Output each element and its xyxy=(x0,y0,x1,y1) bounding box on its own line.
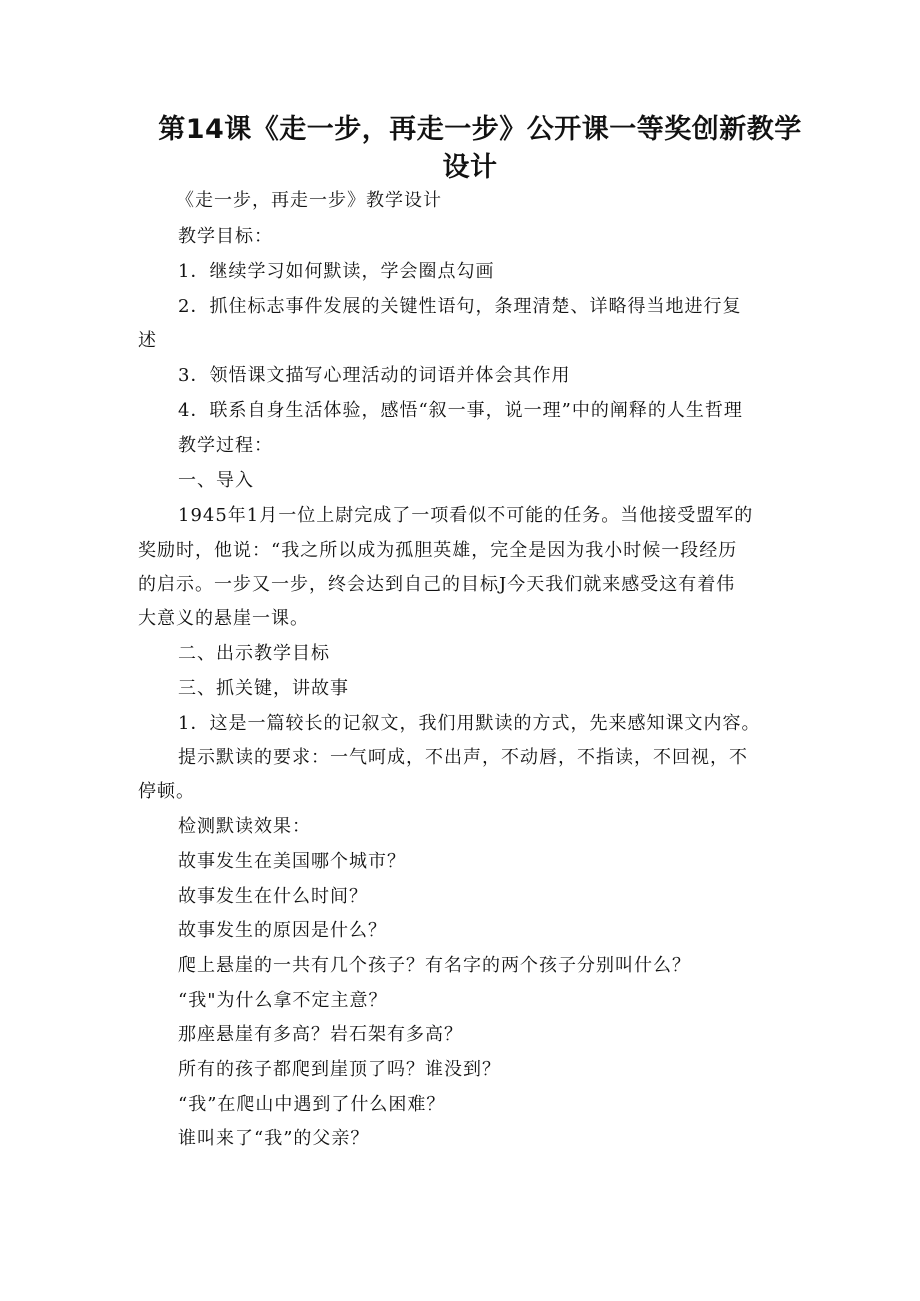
step-heading-story: 三、抓关键，讲故事 xyxy=(178,678,349,699)
document-title-line-2: 设计 xyxy=(442,152,498,183)
check-heading: 检测默读效果： xyxy=(178,816,311,837)
question-father: 谁叫来了“我”的父亲？ xyxy=(178,1128,370,1149)
section-heading-process: 教学过程： xyxy=(178,435,273,456)
question-time: 故事发生在什么时间？ xyxy=(178,886,368,907)
goal-item-2: 2．抓住标志事件发展的关键性语句，条理清楚、详略得当地进行复 xyxy=(178,296,742,317)
step-heading-intro: 一、导入 xyxy=(178,470,254,491)
reading-requirements-line-1: 提示默读的要求：一气呵成，不出声，不动唇，不指读，不回视，不 xyxy=(178,747,748,768)
section-heading-goals: 教学目标： xyxy=(178,226,273,247)
goal-item-4: 4．联系自身生活体验，感悟“叙一事，说一理”中的阐释的人生哲理 xyxy=(178,400,743,421)
intro-paragraph-line-2: 奖励时，他说：“我之所以成为孤胆英雄，完全是因为我小时候一段经历 xyxy=(138,540,738,561)
story-item-1: 1．这是一篇较长的记叙文，我们用默读的方式，先来感知课文内容。 xyxy=(178,713,761,734)
reading-requirements-line-2: 停顿。 xyxy=(138,781,195,802)
goal-item-2-continued: 述 xyxy=(138,330,157,351)
intro-paragraph-line-3: 的启示。一步又一步，终会达到自己的目标J今天我们就来感受这有着伟 xyxy=(138,574,736,595)
document-title-line-1: 第14课《走一步，再走一步》公开课一等奖创新教学 xyxy=(158,114,802,145)
intro-paragraph-line-1: 1945年1月一位上尉完成了一项看似不可能的任务。当他接受盟军的 xyxy=(178,505,754,526)
question-top: 所有的孩子都爬到崖顶了吗？谁没到？ xyxy=(178,1059,501,1080)
question-city: 故事发生在美国哪个城市？ xyxy=(178,851,406,872)
intro-paragraph-line-4: 大意义的悬崖一课。 xyxy=(138,608,309,629)
step-heading-goals: 二、出示教学目标 xyxy=(178,643,330,664)
goal-item-1: 1．继续学习如何默读，学会圈点勾画 xyxy=(178,261,495,282)
question-children: 爬上悬崖的一共有几个孩子？有名字的两个孩子分别叫什么？ xyxy=(178,955,691,976)
question-height: 那座悬崖有多高？岩石架有多高？ xyxy=(178,1024,463,1045)
question-cause: 故事发生的原因是什么？ xyxy=(178,920,387,941)
question-difficulty: “我”在爬山中遇到了什么困难？ xyxy=(178,1094,446,1115)
subtitle-line: 《走一步，再走一步》教学设计 xyxy=(176,190,442,211)
goal-item-3: 3．领悟课文描写心理活动的词语并体会其作用 xyxy=(178,365,571,386)
question-indecision: “我"为什么拿不定主意？ xyxy=(178,990,388,1011)
